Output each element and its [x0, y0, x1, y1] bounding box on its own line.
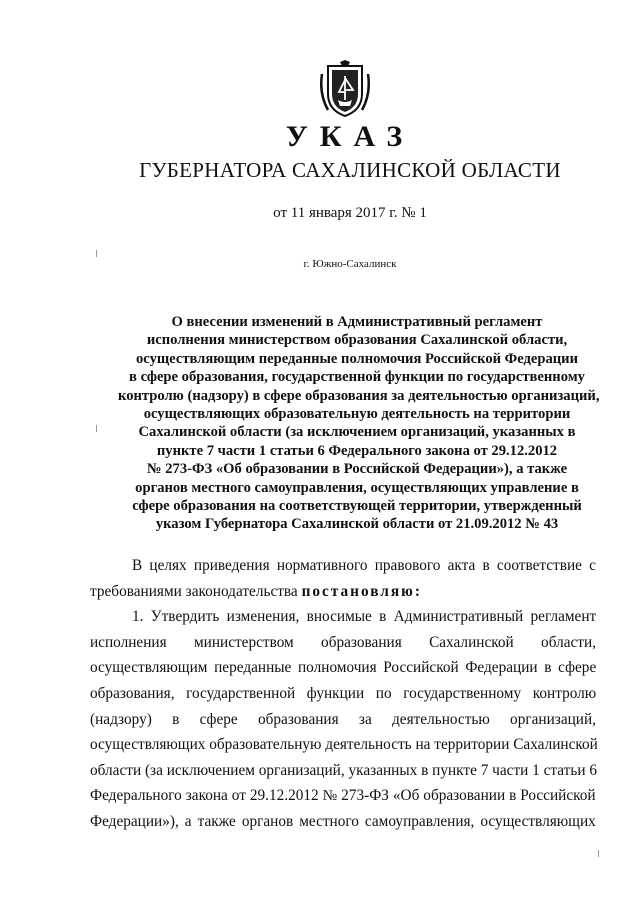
heading-line: исполнения министерством образования Сахалинской области,	[146, 332, 568, 349]
heading-line: осуществляющим переданные полномочия Российской Федерации	[135, 350, 578, 367]
heading-line: осуществляющих образовательную деятельность на территории	[143, 406, 571, 423]
item-line: Федерации»), а также органов местного самоуправления, осуществляющих	[90, 812, 596, 830]
resolve-keyword: постановляю:	[301, 582, 422, 600]
document-type-title: УКАЗ	[285, 120, 415, 153]
preamble-line	[90, 579, 596, 605]
preamble-line: В целях приведения нормативного правового акта в соответствие с	[132, 557, 596, 574]
scan-margin-mark	[598, 850, 599, 857]
heading-line: в сфере образования, государственной функции по государственному	[129, 369, 585, 386]
preamble-text: требованиями законодательства	[90, 582, 298, 600]
heading-line: О внесении изменений в Административный регламент	[171, 314, 543, 330]
scan-margin-mark	[96, 425, 97, 432]
heading-line: № 273-ФЗ «Об образовании в Российской Федерации»), а также	[146, 461, 568, 478]
sakhalin-coat-of-arms-emblem	[318, 60, 372, 118]
heading-line: контролю (надзору) в сфере образования за деятельностью организаций,	[118, 387, 600, 404]
issuer-subtitle: ГУБЕРНАТОРА САХАЛИНСКОЙ ОБЛАСТИ	[139, 158, 561, 182]
heading-line: сфере образования на соответствующей территории, утвержденный	[132, 498, 582, 515]
item-line: осуществляющим переданные полномочия Российской Федерации в сфере	[90, 659, 597, 677]
scan-margin-mark	[96, 250, 97, 257]
city-label: г. Южно-Сахалинск	[303, 258, 397, 270]
heading-line: указом Губернатора Сахалинской области от 21.09.2012 № 43	[155, 516, 559, 533]
heading-line: Сахалинской области (за исключением организаций, указанных в	[138, 424, 576, 441]
decree-body	[90, 553, 596, 835]
heading-line: органов местного самоуправления, осуществляющих управление в	[135, 479, 579, 496]
item-line: образования, государственной функции по государственному контролю	[90, 684, 597, 702]
item-line: исполнения министерством образования Сахалинской области,	[90, 633, 596, 651]
item-line: области (за исключением организаций, указанных в пункте 7 части 1 статьи 6	[90, 761, 597, 779]
item-line: Федерального закона от 29.12.2012 № 273-ФЗ «Об образовании в Российской	[90, 787, 596, 805]
date-number-line: от 11 января 2017 г. № 1	[273, 205, 427, 221]
item-line: 1. Утвердить изменения, вносимые в Административный регламент	[132, 608, 597, 626]
heading-line: пункте 7 части 1 статьи 6 Федерального закона от 29.12.2012	[156, 442, 558, 459]
item-line: осуществляющих образовательную деятельность на территории Сахалинской	[90, 736, 598, 754]
item-line: (надзору) в сфере образования за деятельностью организаций,	[90, 710, 596, 728]
decree-heading	[118, 313, 600, 534]
